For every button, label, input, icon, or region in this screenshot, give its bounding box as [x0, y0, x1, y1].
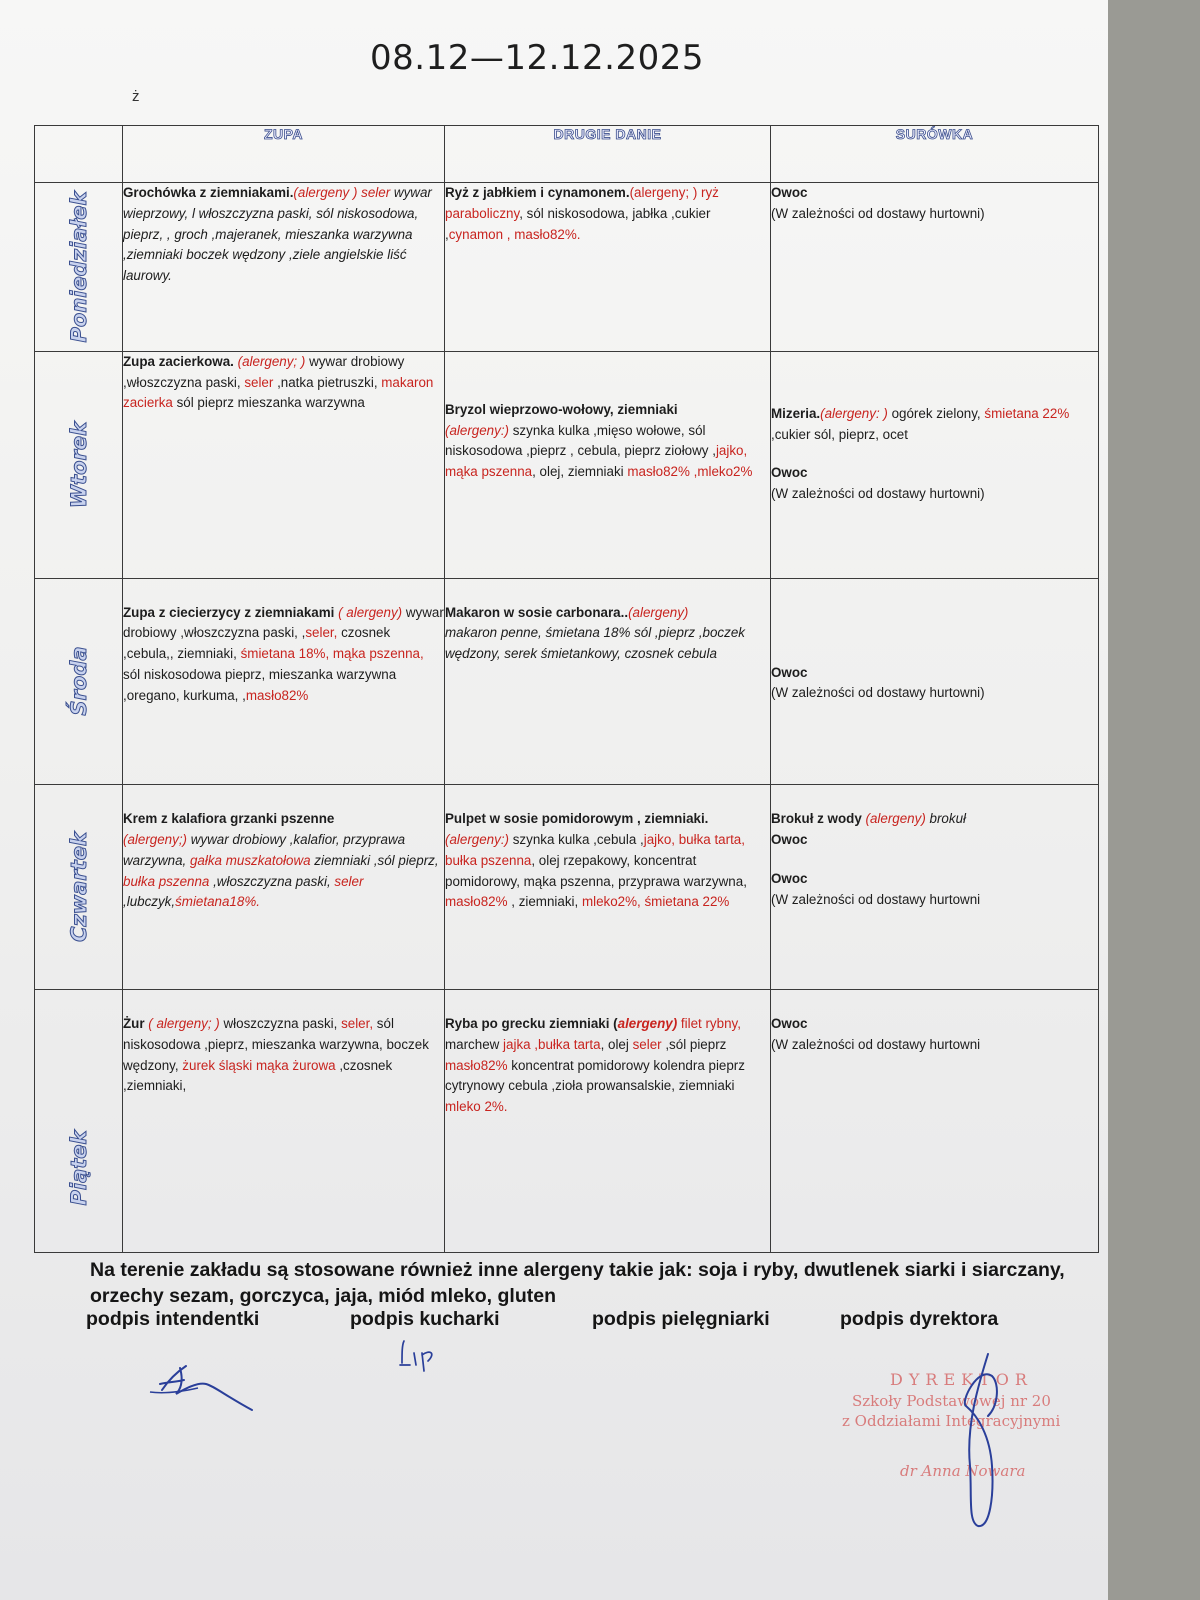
- signature-label-nurse: podpis pielęgniarki: [592, 1308, 770, 1330]
- ingredients: szynka kulka ,cebula ,: [509, 832, 644, 848]
- signature-intendant-scribble: [140, 1348, 270, 1418]
- ingredients: ,czosnek ,ziemniaki,: [123, 1057, 393, 1094]
- allergen-ingredients: cynamon , masło82%.: [448, 226, 581, 242]
- side-note: (W zależności od dostawy hurtowni): [771, 486, 985, 502]
- soup-cell-thursday: [123, 785, 445, 990]
- allergen-label: (alergeny:): [445, 832, 510, 848]
- main-dish: Ryż z jabłkiem i cynamonem.: [445, 185, 630, 201]
- ingredients: sól niskosodowa ,pieprz, mieszanka warzywna, boczek wędzony,: [123, 1016, 429, 1073]
- day-row-wednesday: [35, 578, 1099, 785]
- allergen-ingredients: jajko, mąka pszenna: [445, 443, 748, 480]
- menu-table: [34, 125, 1099, 1253]
- main-dish: Bryzol wieprzowo-wołowy, ziemniaki: [445, 401, 678, 417]
- ingredients: , olej, ziemniaki: [532, 464, 628, 480]
- allergen-ingredients: masło82%: [445, 1057, 508, 1073]
- ingredients: , ziemniaki,: [507, 894, 582, 910]
- main-dish: Ryba po grecku ziemniaki (: [445, 1016, 618, 1032]
- allergen-ingredients: mleko 2%.: [445, 1099, 508, 1115]
- soup-cell-friday: [123, 990, 445, 1253]
- soup-cell-wednesday: [123, 578, 445, 785]
- side-dish: Brokuł z wody: [771, 811, 862, 827]
- day-row-friday: [35, 990, 1099, 1253]
- ingredients: brokuł: [925, 811, 966, 827]
- column-header-main: DRUGIE DANIE: [445, 126, 771, 183]
- ingredients: marchew: [445, 1036, 504, 1052]
- main-cell-thursday: [445, 785, 771, 990]
- ingredients: szynka kulka ,mięso wołowe, sól niskosodowa ,pieprz , cebula, pieprz ziołowy ,: [445, 422, 716, 459]
- day-row-monday: [35, 183, 1099, 352]
- day-row-tuesday: [35, 351, 1099, 578]
- allergen-ingredients: jajko, bułka tarta, bułka pszenna: [445, 832, 745, 868]
- allergen-ingredients: mleko2%, śmietana 22%: [581, 894, 730, 910]
- allergen-label: ( alergeny): [338, 604, 403, 620]
- allergen-label: (alergeny): [861, 811, 926, 827]
- ingredients: koncentrat pomidorowy kolendra pieprz cytrynowy cebula ,zioła prowansalskie, ziemniaki: [445, 1057, 745, 1094]
- ingredients: ,cukier sól, pieprz, ocet: [771, 426, 908, 442]
- page-title: 08.12—12.12.2025: [370, 38, 705, 78]
- side-cell-monday: [771, 183, 1099, 352]
- main-cell-wednesday: [445, 578, 771, 785]
- allergen-label: ( alergeny; ): [144, 1016, 220, 1032]
- ingredients: makaron penne, śmietana 18% sól ,pieprz ,boczek wędzony, serek śmietankowy, czosnek cebula: [445, 625, 745, 662]
- side-cell-friday: [771, 990, 1099, 1253]
- allergen-ingredients: seler: [334, 873, 364, 889]
- ingredients: ,sól pieprz: [661, 1036, 727, 1052]
- stamp-school: Szkoły Podstawowej nr 20: [852, 1392, 1051, 1410]
- ingredients: , sól niskosodowa, jabłka ,cukier ,: [445, 205, 711, 242]
- day-label-wednesday: Środa: [35, 578, 123, 785]
- side-fruit: Owoc: [771, 465, 808, 481]
- allergen-label: (alergeny): [628, 604, 689, 620]
- allergen-ingredients: masło82%: [445, 894, 508, 910]
- allergen-ingredients: śmietana18%.: [175, 894, 260, 910]
- side-dish: Owoc: [771, 1016, 808, 1032]
- signature-label-intendant: podpis intendentki: [86, 1308, 260, 1330]
- corner-cell: [35, 126, 123, 183]
- ingredients: wywar drobiowy ,włoszczyzna paski, ,: [123, 604, 444, 641]
- allergen-ingredients: jajka ,bułka tarta: [503, 1036, 601, 1052]
- soup-cell-monday: [123, 183, 445, 352]
- signature-cook-scribble: [396, 1335, 456, 1380]
- side-dish: Mizeria.: [771, 405, 821, 421]
- column-header-salad: SURÓWKA: [771, 126, 1099, 183]
- allergen-ingredients: filet rybny,: [677, 1016, 741, 1032]
- signature-director-scribble: [948, 1346, 1018, 1536]
- side-dish: Owoc: [771, 664, 808, 680]
- allergen-ingredients: masło82%: [245, 687, 309, 703]
- side-note: (W zależności od dostawy hurtowni): [771, 205, 985, 221]
- side-fruit: Owoc: [771, 832, 808, 848]
- stamp-name: dr Anna Nowara: [900, 1462, 1026, 1480]
- day-row-thursday: [35, 785, 1099, 990]
- main-cell-tuesday: [445, 351, 771, 578]
- allergen-label: (alergeny; ) ryż paraboliczny: [445, 185, 719, 221]
- allergen-ingredients: seler: [244, 374, 274, 390]
- ingredients: ,włoszczyzna paski,: [209, 873, 335, 889]
- allergen-ingredients: seler,: [341, 1016, 374, 1032]
- ingredients: ,natka pietruszki,: [273, 374, 382, 390]
- soup-dish: Zupa zacierkowa.: [123, 353, 238, 369]
- allergen-ingredients: seler,: [305, 625, 338, 641]
- soup-dish: Grochówka z ziemniakami.: [123, 185, 294, 201]
- side-dish: Owoc: [771, 185, 808, 201]
- day-label-friday: Piątek: [35, 990, 123, 1253]
- allergen-label: (alergeny: ): [820, 405, 888, 421]
- allergen-ingredients: żurek śląski mąka żurowa: [182, 1057, 336, 1073]
- allergen-ingredients: śmietana 18%, mąka pszenna,: [240, 646, 424, 662]
- ingredients: wywar wieprzowy, l włoszczyzna paski, sól niskosodowa, pieprz, , groch ,majeranek, mieszanka warzywna ,ziemniaki boczek wędzony ,ziele angielskie liść laurowy.: [123, 185, 432, 284]
- header-row: [35, 126, 1099, 183]
- allergen-label: (alergeny;): [123, 832, 188, 848]
- signature-label-director: podpis dyrektora: [840, 1308, 999, 1330]
- allergen-label: (alergeny; ): [237, 353, 306, 369]
- ingredients: sól pieprz mieszanka warzywna: [172, 395, 365, 411]
- ingredients: , olej: [600, 1036, 633, 1052]
- side-cell-thursday: [771, 785, 1099, 990]
- soup-dish: Żur: [123, 1016, 145, 1032]
- allergen-ingredients: śmietana 22%: [984, 405, 1070, 421]
- allergen-ingredients: seler: [632, 1036, 662, 1052]
- side-note: (W zależności od dostawy hurtowni): [771, 685, 985, 701]
- ingredients: ogórek zielony,: [887, 405, 985, 421]
- allergen-label: (alergeny ) seler: [293, 185, 391, 201]
- side-fruit: Owoc: [771, 870, 808, 886]
- allergen-ingredients: masło82% ,mleko2%: [627, 464, 753, 480]
- allergen-ingredients: makaron zacierka: [123, 374, 434, 411]
- main-cell-friday: [445, 990, 771, 1253]
- day-label-monday: Poniedziałek: [35, 183, 123, 352]
- column-header-soup: ZUPA: [123, 126, 445, 183]
- day-label-tuesday: Wtorek: [35, 351, 123, 578]
- allergen-label: (alergeny:): [445, 422, 510, 438]
- stamp-department: z Oddziałami Integracyjnymi: [842, 1412, 1061, 1430]
- side-note: (W zależności od dostawy hurtowni: [771, 891, 981, 907]
- side-note: (W zależności od dostawy hurtowni: [771, 1036, 981, 1052]
- ingredients: sól niskosodowa pieprz, mieszanka warzywna ,oregano, kurkuma, ,: [123, 666, 397, 703]
- ingredients: wywar drobiowy ,włoszczyzna paski,: [123, 353, 405, 390]
- ingredients: włoszczyzna paski,: [219, 1016, 342, 1032]
- signature-label-cook: podpis kucharki: [350, 1308, 500, 1330]
- side-cell-wednesday: [771, 578, 1099, 785]
- ingredients: ,lubczyk,: [123, 894, 176, 910]
- soup-dish: Zupa z ciecierzycy z ziemniakami: [123, 604, 339, 620]
- ingredients: wywar drobiowy ,kalafior, przyprawa warzywna,: [123, 832, 406, 868]
- allergen-note: Na terenie zakładu są stosowane również inne alergeny takie jak: soja i ryby, dwutlenek siarki i siarczany, orzechy sezam, gorczyca, jaja, miód mleko, gluten: [90, 1259, 1065, 1307]
- stray-mark: ż: [132, 88, 140, 105]
- side-cell-tuesday: [771, 351, 1099, 578]
- allergen-ingredients: bułka pszenna: [123, 873, 210, 889]
- day-label-thursday: Czwartek: [35, 785, 123, 990]
- main-cell-monday: [445, 183, 771, 352]
- main-dish: Makaron w sosie carbonara..: [445, 604, 629, 620]
- ingredients: czosnek ,cebula,, ziemniaki,: [123, 625, 391, 662]
- ingredients: ziemniaki ,sól pieprz,: [310, 852, 439, 868]
- allergen-ingredients: gałka muszkatołowa: [189, 852, 311, 868]
- stamp-title: DYREKTOR: [890, 1370, 1033, 1389]
- ingredients: , olej rzepakowy, koncentrat pomidorowy, mąka pszenna, przyprawa warzywna,: [445, 852, 747, 889]
- soup-dish: Krem z kalafiora grzanki pszenne: [123, 811, 335, 827]
- main-dish: Pulpet w sosie pomidorowym , ziemniaki.: [445, 811, 709, 827]
- allergen-label: alergeny): [617, 1016, 678, 1032]
- soup-cell-tuesday: [123, 351, 445, 578]
